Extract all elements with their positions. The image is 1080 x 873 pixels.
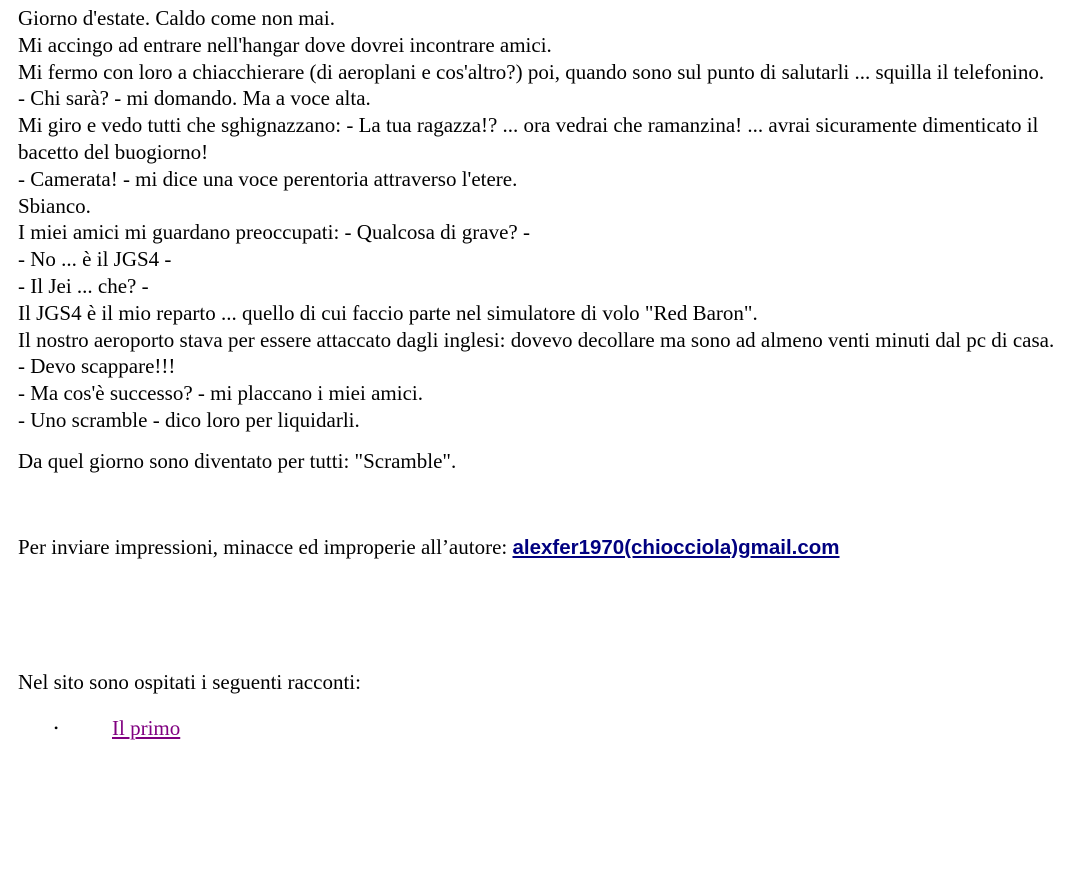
story-line: Mi giro e vedo tutti che sghignazzano: - La tua ragazza!? ... ora vedrai che ramanzina! ... avrai sicuramente dimenticato il bacetto del buogiorno! <box>18 113 1039 164</box>
story-line: Giorno d'estate. Caldo come non mai. <box>18 6 335 30</box>
stories-list <box>18 715 1060 741</box>
contact-line <box>18 534 1060 561</box>
story-line: - Chi sarà? - mi domando. Ma a voce alta. <box>18 86 371 111</box>
story-line: - Devo scappare!!! <box>18 354 176 379</box>
author-email-link[interactable]: alexfer1970(chiocciola)gmail.com <box>512 535 840 559</box>
story-line: I miei amici mi guardano preoccupati: - Qualcosa di grave? - <box>18 220 530 245</box>
story-line: Mi fermo con loro a chiacchierare (di aeroplani e cos'altro?) poi, quando sono sul punto di salutarli ... squilla il telefonino. <box>18 59 1045 84</box>
story-line: - Il Jei ... che? - <box>18 273 149 298</box>
story-line: - No ... è il JGS4 - <box>18 247 172 272</box>
story-line: Il JGS4 è il mio reparto ... quello di cui faccio parte nel simulatore di volo "Red Baron". <box>18 300 758 325</box>
bullet-icon: • <box>54 720 59 735</box>
story-closing: Da quel giorno sono diventato per tutti: "Scramble". <box>18 448 457 473</box>
list-item <box>18 715 1060 741</box>
story-line: Sbianco. <box>18 193 91 218</box>
story-line: Mi accingo ad entrare nell'hangar dove dovrei incontrare amici. <box>18 32 552 57</box>
story-link-il-primo[interactable]: Il primo <box>112 715 181 740</box>
story-line: Il nostro aeroporto stava per essere attaccato dagli inglesi: dovevo decollare ma sono ad almeno venti minuti dal pc di casa. <box>18 327 1055 352</box>
story-line: - Camerata! - mi dice una voce perentoria attraverso l'etere. <box>18 166 518 191</box>
contact-prefix: Per inviare impressioni, minacce ed improperie all’autore: <box>18 534 513 559</box>
stories-heading: Nel sito sono ospitati i seguenti racconti: <box>18 669 361 694</box>
story-line: - Uno scramble - dico loro per liquidarli. <box>18 407 360 432</box>
story-text <box>18 5 1060 434</box>
story-line: - Ma cos'è successo? - mi placcano i miei amici. <box>18 381 423 406</box>
page-content <box>18 5 1060 741</box>
